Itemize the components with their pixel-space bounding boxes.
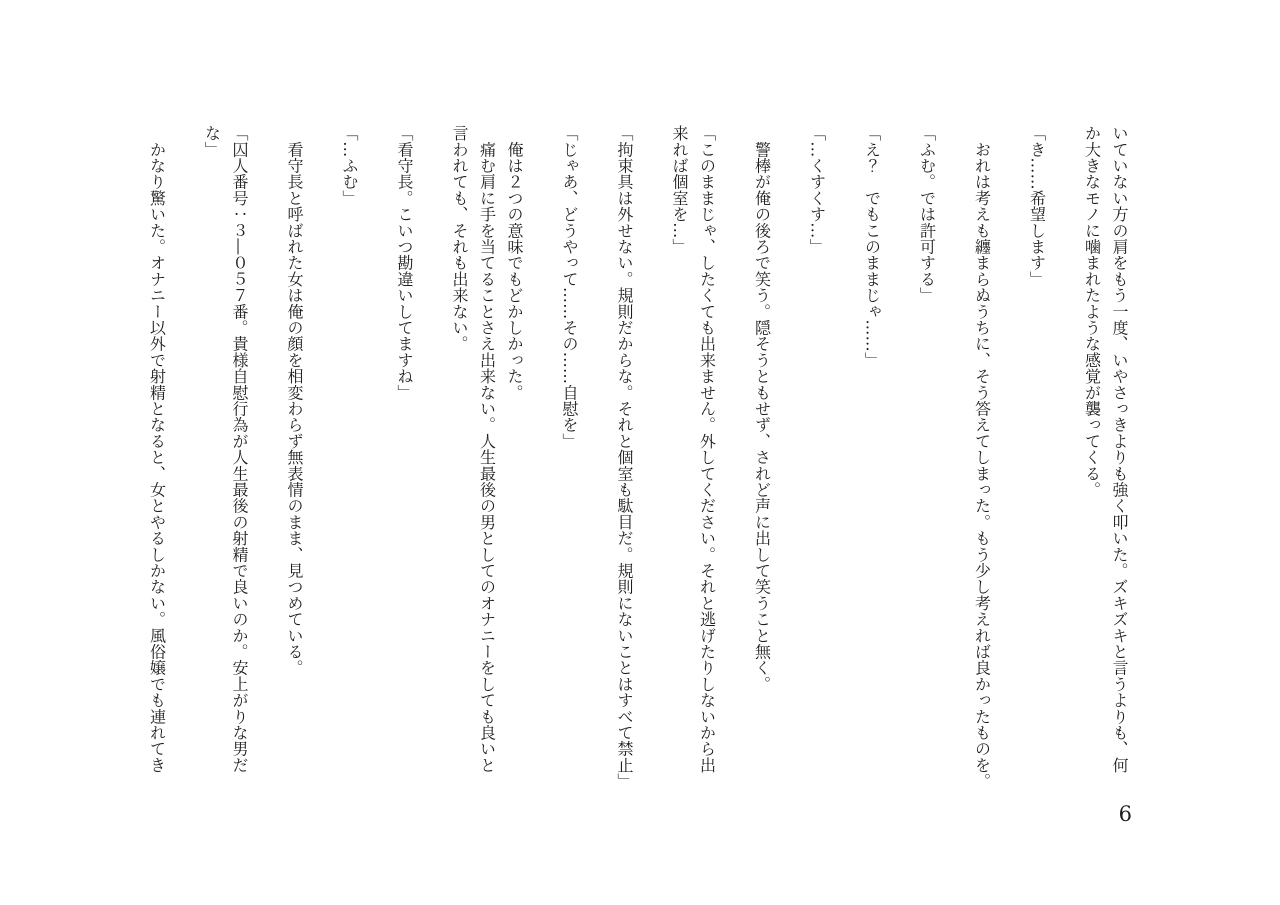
text-line (363, 125, 391, 795)
text-line: 「看守長。こいつ勘違いしてますね」 (395, 125, 414, 401)
text-line (418, 125, 446, 795)
text-line (886, 125, 914, 795)
text-line: おれは考えも纏まらぬうちに、そう答えてしまった。もう少し考えれば良かったものを。 (972, 125, 992, 790)
text-line (776, 125, 804, 795)
text-line (1051, 125, 1079, 795)
text-line (941, 125, 969, 795)
text-line: 俺は２つの意味でもどかしかった。 (505, 125, 524, 401)
text-line: な」 (202, 125, 222, 158)
text-line (831, 125, 859, 795)
text-line (171, 125, 199, 795)
page-number: 6 (1118, 802, 1132, 826)
text-line: 「囚人番号：３―０５７番。貴様自慰行為が人生最後の射精で良いのか。安上がりな男だ (230, 125, 249, 773)
text-line (638, 125, 666, 795)
text-line (583, 125, 611, 795)
text-line: いていない方の肩をもう一度、いやさっきよりも強く叩いた。ズキズキと言うよりも、何 (1110, 125, 1129, 773)
text-line: 言われても、それも出来ない。 (450, 125, 469, 352)
text-line (528, 125, 556, 795)
text-line: 痛む肩に手を当てることさえ出来ない。人生最後の男としてのオナニーをしても良いと (477, 125, 497, 773)
text-line: 警棒が俺の後ろで笑う。隠そうともせず、されど声に出して笑うこと無く。 (752, 125, 772, 692)
text-line: 「ふむ。では許可する」 (917, 125, 937, 304)
text-line (996, 125, 1024, 795)
text-line: 看守長と呼ばれた女は俺の顔を相変わらず無表情のまま、見つめている。 (285, 125, 304, 676)
text-line (253, 125, 281, 795)
text-line: かなり驚いた。オナニー以外で射精となると、女とやるしかない。風俗嬢でも連れてき (147, 125, 167, 773)
text-line: 「じゃあ、どうやって……その……自慰を」 (560, 125, 579, 449)
text-line: 「拘束具は外せない。規則だからな。それと個室も駄目だ。規則にないことはすべて禁止」 (615, 125, 634, 790)
text-line: 「き……希望します」 (1027, 125, 1047, 287)
text-line: か大きなモノに噛まれたような感覚が襲ってくる。 (1082, 125, 1102, 498)
text-line (308, 125, 336, 795)
text-line: 来れば個室を…」 (670, 125, 689, 255)
text-line: 「…ふむ」 (340, 125, 359, 206)
text-line: 「このままじゃ、したくても出来ません。外してください。それと逃げたりしないから出 (697, 125, 717, 773)
novel-text-block (143, 125, 1133, 795)
text-line: 「え？ でもこのままじゃ……」 (862, 125, 882, 368)
text-line (721, 125, 749, 795)
text-line: 「…くすくす…」 (807, 125, 827, 255)
